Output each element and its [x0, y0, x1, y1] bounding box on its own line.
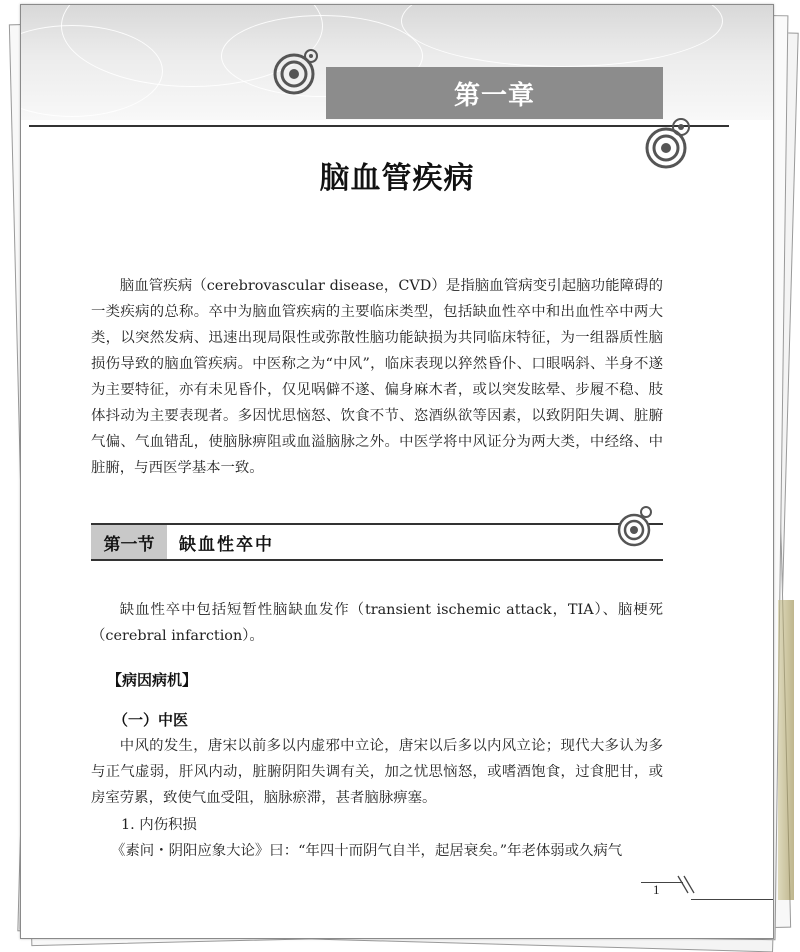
- quote-line: 《素问・阴阳应象大论》曰：“年四十而阴气自半，起居衰矣。”年老体弱或久病气: [111, 843, 623, 859]
- item-heading: 1. 内伤积损: [121, 817, 197, 833]
- footer-rule-right: [691, 899, 774, 900]
- tcm-paragraph-text: 中风的发生，唐宋以前多以内虚邪中立论，唐宋以后多以内风立论；现代大多认为多与正气虚弱，肝风内动，脏腑阴阳失调有关，加之忧思恼怒，或嗜酒饱食，过食肥甘，或房室劳累，致使气血受阻，脑脉瘀滞，甚者脑脉痹塞。: [91, 738, 663, 806]
- book-page: [20, 4, 774, 939]
- section-intro-text: 缺血性卒中包括短暂性脑缺血发作（transient ischemic attack，TIA）、脑梗死（cerebral infarction）。: [91, 602, 663, 644]
- chapter-label: 第一章: [326, 67, 663, 119]
- page-number: 1: [653, 882, 660, 897]
- footer-slash-icon: [676, 875, 704, 895]
- section-number: 第一节: [91, 525, 167, 559]
- tcm-paragraph: [91, 733, 663, 811]
- section-header: [91, 523, 663, 561]
- ring-ornament-small-icon: [639, 505, 653, 519]
- intro-text: 脑血管疾病（cerebrovascular disease，CVD）是指脑血管病变引起脑功能障碍的一类疾病的总称。卒中为脑血管疾病的主要临床类型，包括缺血性卒中和出血性卒中两大类，以突然发病、迅速出现局限性或弥散性脑功能缺损为共同临床特征，为一组器质性脑损伤导致的脑血管疾病。中医称之为“中风”，临床表现以猝然昏仆、口眼㖞斜、半身不遂为主要特征，亦有未见昏仆，仅见㖞僻不遂、偏身麻木者，或以突发眩晕、步履不稳、肢体抖动为主要表现者。多因忧思恼怒、饮食不节、恣酒纵欲等因素，以致阴阳失调、脏腑气偏、气血错乱，使脑脉痹阻或血溢脑脉之外。中医学将中风证分为两大类，中经络、中脏腑，与西医学基本一致。: [91, 278, 663, 476]
- section-intro: [91, 597, 663, 649]
- section-title: 缺血性卒中: [179, 534, 274, 555]
- chapter-title: 脑血管疾病: [319, 161, 475, 196]
- tcm-subheading: （一）中医: [113, 711, 189, 729]
- etiology-heading: 【病因病机】: [107, 671, 198, 689]
- intro-paragraph: [91, 273, 663, 481]
- banner-swirl: [401, 4, 723, 67]
- book-edge-shadow: [778, 600, 794, 900]
- chapter-rule: [29, 125, 729, 127]
- ring-ornament-small-icon: [671, 117, 691, 137]
- ring-ornament-small-icon: [303, 48, 319, 64]
